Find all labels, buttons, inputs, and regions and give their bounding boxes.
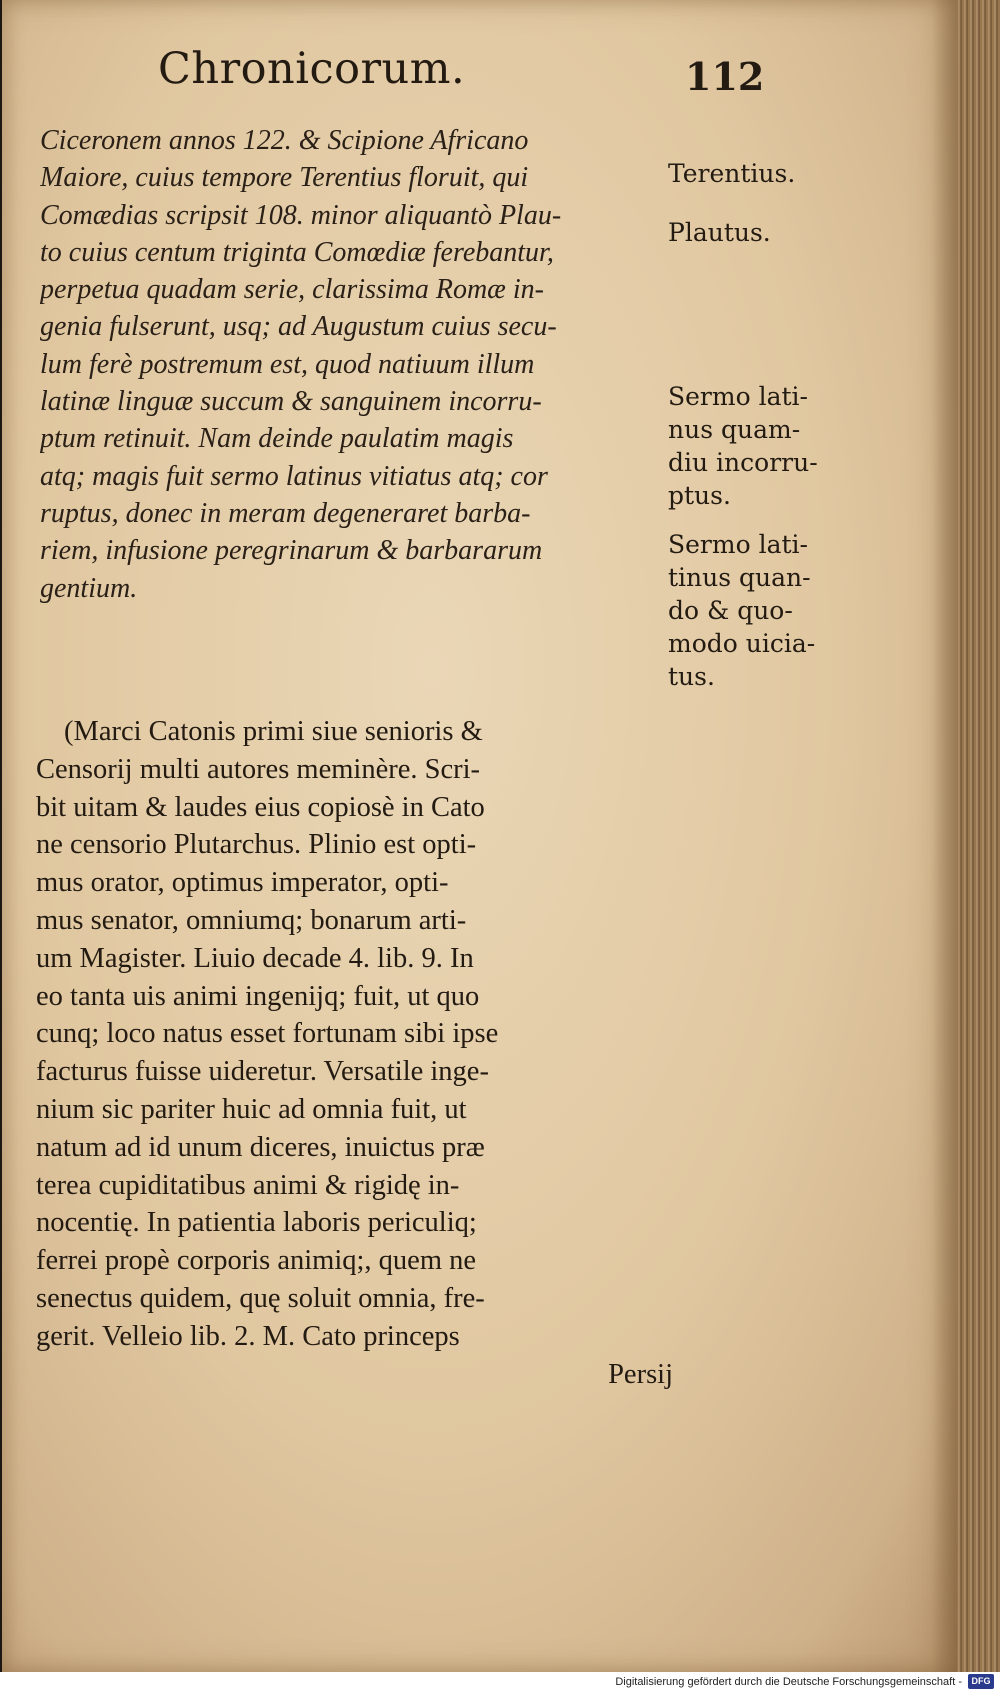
text-line: terea cupiditatibus animi & rigidę in-	[36, 1169, 460, 1201]
text-line: gerit. Velleio lib. 2. M. Cato princeps	[36, 1320, 460, 1352]
margin-line: diu incorru-	[668, 448, 818, 477]
margin-line: ptus.	[668, 481, 731, 510]
margin-line: Sermo lati-	[668, 382, 808, 411]
text-line: facturus fuisse uideretur. Versatile inge-	[36, 1056, 489, 1088]
text-line: senectus quidem, quę soluit omnia, fre-	[36, 1282, 485, 1314]
margin-line: tus.	[668, 662, 715, 691]
text-line: atq; magis fuit sermo latinus vitiatus atq; cor	[40, 460, 548, 492]
text-line: eo tanta uis animi ingenijq; fuit, ut quo	[36, 980, 480, 1012]
text-line: bit uitam & laudes eius copiosè in Cato	[36, 791, 485, 823]
marginal-note-sermo-incorruptus	[668, 380, 878, 512]
funding-credit: Digitalisierung gefördert durch die Deutsche Forschungsgemeinschaft -	[615, 1676, 962, 1688]
text-line: perpetua quadam serie, clarissima Romæ in-	[40, 274, 544, 306]
text-line: ferrei propè corporis animiq;, quem ne	[36, 1245, 477, 1277]
marginal-note-sermo-uiciatus	[668, 528, 878, 693]
text-line: ne censorio Plutarchus. Plinio est opti-	[36, 829, 477, 861]
text-line: lum ferè postremum est, quod natiuum illum	[40, 348, 535, 380]
text-line: ruptus, donec in meram degeneraret barba-	[40, 497, 531, 529]
running-head: Chronicorum.	[158, 44, 466, 94]
margin-line: Terentius.	[668, 159, 796, 188]
margin-line: tinus quan-	[668, 563, 811, 592]
text-line: Censorij multi autores meminère. Scri-	[36, 753, 481, 785]
text-line: nocentię. In patientia laboris periculiq;	[36, 1207, 477, 1239]
margin-line: do & quo-	[668, 596, 793, 625]
text-line: latinæ linguæ succum & sanguinem incorru-	[40, 386, 542, 418]
text-line: genia fulserunt, usq; ad Augustum cuius secu-	[40, 311, 557, 343]
text-line: um Magister. Liuio decade 4. lib. 9. In	[36, 942, 474, 974]
catchword: Persij	[608, 1358, 673, 1390]
dfg-logo: DFG	[968, 1674, 994, 1689]
margin-line: Sermo lati-	[668, 530, 808, 559]
margin-line: nus quam-	[668, 415, 801, 444]
page-shadow	[932, 0, 959, 1672]
marginal-note-plautus	[668, 216, 878, 249]
text-line: cunq; loco natus esset fortunam sibi ipse	[36, 1018, 499, 1050]
margin-line: Plautus.	[668, 218, 771, 247]
text-line: mus orator, optimus imperator, opti-	[36, 867, 449, 899]
text-line: Maiore, cuius tempore Terentius floruit, qui	[40, 162, 529, 194]
text-line: to cuius centum triginta Comœdiæ ferebantur,	[40, 236, 554, 268]
italic-paragraph	[40, 122, 670, 607]
page-number: 112	[685, 54, 765, 99]
text-line: riem, infusione peregrinarum & barbararum	[40, 535, 543, 567]
text-line: natum ad id unum diceres, inuictus præ	[36, 1131, 485, 1163]
page-edges	[957, 0, 1000, 1672]
marginal-note-terentius	[668, 157, 878, 190]
text-line: ptum retinuit. Nam deinde paulatim magis	[40, 423, 514, 455]
text-line: nium sic pariter huic ad omnia fuit, ut	[36, 1093, 467, 1125]
margin-line: modo uicia-	[668, 629, 816, 658]
roman-paragraph	[36, 713, 681, 1393]
text-line: gentium.	[40, 572, 138, 604]
text-line: mus senator, omniumq; bonarum arti-	[36, 904, 467, 936]
text-line: (Marci Catonis primi siue senioris &	[64, 716, 483, 747]
text-line: Comædias scripsit 108. minor aliquantò Plau-	[40, 199, 562, 231]
text-line: Ciceronem annos 122. & Scipione Africano	[40, 125, 529, 156]
